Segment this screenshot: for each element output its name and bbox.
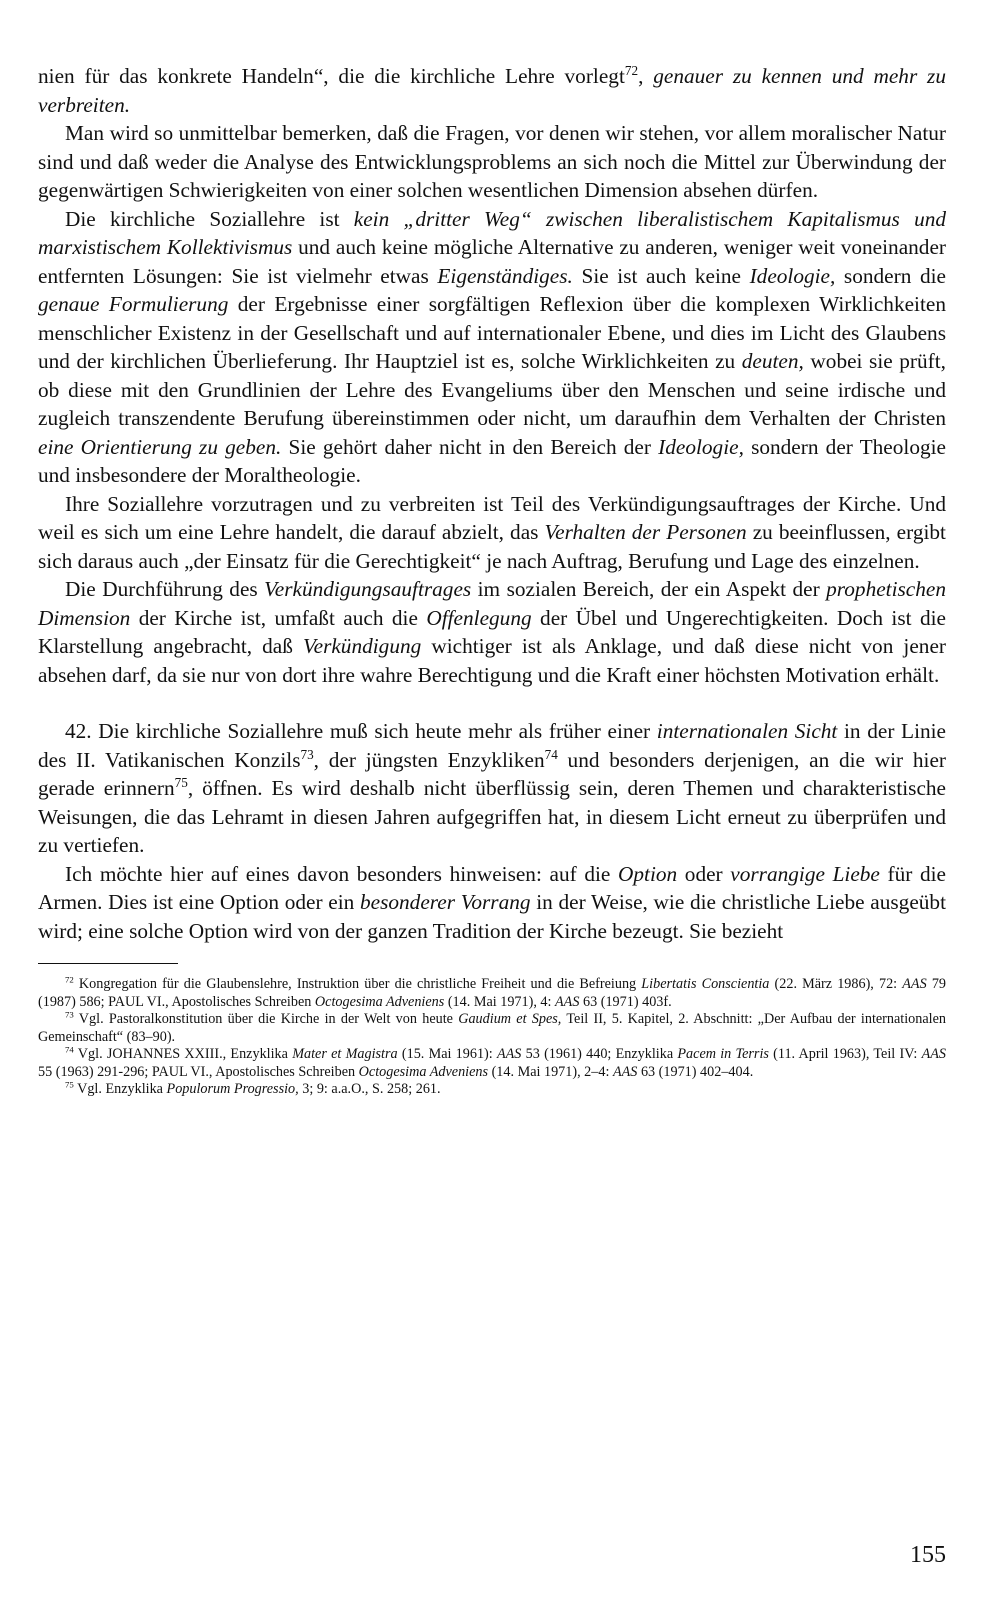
emphasized-text: Verkündigungsauftrages [264,577,472,601]
text-run: 63 (1971) 403f. [579,993,672,1010]
text-run: (15. Mai 1961): [397,1046,497,1062]
emphasized-text: eine Orientierung zu geben. [38,434,282,459]
footnote-divider [38,963,178,964]
text-run: , öffnen. Es wird deshalb nicht überflüssig sein, deren Themen und charakteristische Weisungen, die das Lehramt in diesen Jahren aufgegriffen hat, in diesem Licht erneut zu überprüfen und zu vertiefen. [38,776,946,857]
emphasized-text: prophetischen Dimension [38,577,946,630]
emphasized-text: Octogesima Adveniens [314,993,445,1010]
paragraph [38,205,946,490]
paragraph [38,575,946,689]
text-run: für die Armen. Dies ist eine Option oder ein [38,861,947,914]
footnote [38,976,946,1011]
page-number: 155 [910,1542,946,1568]
paragraph [38,717,946,860]
text-run: (11. April 1963), Teil IV: [768,1046,922,1062]
text-run: Die kirchliche Soziallehre ist [65,206,354,231]
text-run: , [638,64,654,88]
text-run: Kongregation für die Glaubenslehre, Instruktion über die christliche Freiheit und die Befreiung [73,976,642,992]
footnote-marker: 73 [65,1009,74,1020]
footnote-marker: 73 [300,746,314,762]
footnote [38,1046,946,1081]
emphasized-text: Ideologie, [749,263,836,288]
emphasized-text: Verkündigung [302,634,422,658]
emphasized-text: genaue Formulierung [38,292,229,316]
emphasized-text: AAS [902,976,927,992]
emphasized-text: Populorum Progressio, [166,1081,299,1097]
text-run: 42. Die kirchliche Soziallehre muß sich heute mehr als früher einer [65,719,657,743]
text-run: im sozialen Bereich, der ein Aspekt der [471,577,827,601]
text-run: Ihre Soziallehre vorzutragen und zu verbreiten ist Teil des Verkündigungsauftrages der Kirche. Und weil es sich um eine Lehre handelt, die darauf abzielt, das [38,491,946,544]
emphasized-text: Octogesima Adveniens [358,1063,489,1080]
emphasized-text: AAS [555,993,580,1010]
emphasized-text: Offenlegung [426,605,532,630]
text-run: wichtiger ist als Anklage, und daß diese nicht von jener absehen darf, da sie nur von dort ihre wahre Berechtigung und die Kraft einer höchsten Motivation erhält. [38,634,946,687]
emphasized-text: kein „dritter Weg“ zwischen liberalistischem Kapitalismus und marxistischem Kollektivismus [38,206,947,259]
text-run: Vgl. Pastoralkonstitution über die Kirche in der Welt von heute [73,1011,459,1027]
text-run: 79 (1987) 586; PAUL VI., Apostolisches Schreiben [38,976,947,1010]
footnote [38,1081,946,1099]
text-run: in der Weise, wie die christliche Liebe ausgeübt wird; eine solche Option wird von der ganzen Tradition der Kirche bezeugt. Sie bezieht [38,890,946,943]
footnote-marker: 74 [65,1044,74,1055]
text-run: nien für das konkrete Handeln“, die die kirchliche Lehre vorlegt [38,64,625,88]
emphasized-text: Ideologie, [658,434,744,459]
paragraph [38,860,946,946]
section-gap [38,689,946,717]
emphasized-text: Mater et Magistra [292,1046,398,1062]
text-run: wobei sie prüft, ob diese mit den Grundlinien der Lehre des Evangeliums über den Menschen und seine irdische und zugleich transzendente Berufung übereinstimmen oder nicht, um daraufhin dem Verhalten der Christen [38,349,946,430]
emphasized-text: internationalen Sicht [656,719,838,743]
text-run: Teil II, 5. Kapitel, 2. Abschnitt: „Der Aufbau der internationalen Gemeinschaft“ (83–90). [38,1011,946,1045]
text-run: 3; 9: a.a.O., S. 258; 261. [298,1081,441,1097]
text-run: (22. März 1986), 72: [769,976,903,992]
footnote-marker: 72 [624,62,639,78]
emphasized-text: Libertatis Conscientia [641,976,770,992]
text-run: Ich möchte hier auf eines davon besonders hinweisen: auf die [65,861,618,886]
text-run: Die Durchführung des [65,577,265,601]
text-run: sondern der Theologie und insbesondere der Moraltheologie. [38,434,946,487]
text-run: (14. Mai 1971), 2–4: [488,1063,613,1080]
emphasized-text: Pacem in Terris [677,1046,769,1062]
footnote-marker: 75 [174,774,188,790]
emphasized-text: deuten, [741,349,804,373]
footnote-marker: 74 [544,746,558,762]
text-run: , der jüngsten Enzykliken [313,747,545,772]
emphasized-text: Verhalten der Personen [544,520,747,544]
text-run: der Übel und Ungerechtigkeiten. Doch ist die Klarstellung angebracht, daß [38,605,946,658]
emphasized-text: AAS [496,1046,522,1062]
paragraph [38,490,946,576]
footnote-marker: 72 [65,974,74,985]
emphasized-text: AAS [612,1063,638,1080]
text-run: Sie ist auch keine [572,263,750,288]
body-text [38,62,946,945]
footnote-marker: 75 [65,1079,74,1090]
text-run: sondern die [835,263,946,288]
text-run: zu beeinflussen, ergibt sich daraus auch „der Einsatz für die Gerechtigkeit“ je nach Auftrag, Berufung und Lage des einzelnen. [38,520,946,573]
footnote [38,1011,946,1046]
text-run: 55 (1963) 291-296; PAUL VI., Apostolisches Schreiben [38,1063,359,1080]
text-run: Sie gehört daher nicht in den Bereich der [281,434,659,459]
text-run: 53 (1961) 440; Enzyklika [521,1046,678,1062]
document-page [38,62,946,1099]
emphasized-text: vorrangige Liebe [730,861,880,886]
text-run: (14. Mai 1971), 4: [444,993,556,1010]
emphasized-text: besonderer Vorrang [360,890,531,914]
paragraph [38,62,946,119]
text-run: der Ergebnisse einer sorgfältigen Reflexion über die komplexen Wirklichkeiten menschlicher Existenz in der Gesellschaft und auf internationaler Ebene, und dies im Licht des Glaubens und der kirchlichen Überlieferung. Ihr Hauptziel ist es, solche Wirklichkeiten zu [38,292,946,373]
footnotes [38,976,946,1099]
text-run: Man wird so unmittelbar bemerken, daß die Fragen, vor denen wir stehen, vor allem moralischer Natur sind und daß weder die Analyse des Entwicklungsproblems an sich noch die Mittel zur Überwindung der gegenwärtigen Schwierigkeiten von einer solchen wesentlichen Dimension absehen dürfen. [38,121,946,202]
text-run: in der Linie des II. Vatikanischen Konzils [38,719,947,772]
emphasized-text: Option [618,861,678,886]
text-run: Vgl. Enzyklika [73,1081,167,1097]
emphasized-text: AAS [921,1046,947,1062]
text-run: der Kirche ist, umfaßt auch die [130,605,427,630]
text-run: und auch keine mögliche Alternative zu anderen, weniger weit voneinander entfernten Lösungen: Sie ist vielmehr etwas [38,235,946,288]
emphasized-text: genauer zu kennen und mehr zu verbreiten. [38,64,946,117]
paragraph [38,119,946,205]
text-run: und besonders derjenigen, an die wir hier gerade erinnern [38,747,946,800]
emphasized-text: Gaudium et Spes, [458,1011,562,1027]
emphasized-text: Eigenständiges. [437,263,573,288]
text-run: Vgl. JOHANNES XXIII., Enzyklika [73,1046,293,1062]
text-run: 63 (1971) 402–404. [637,1063,754,1080]
text-run: oder [677,861,731,886]
